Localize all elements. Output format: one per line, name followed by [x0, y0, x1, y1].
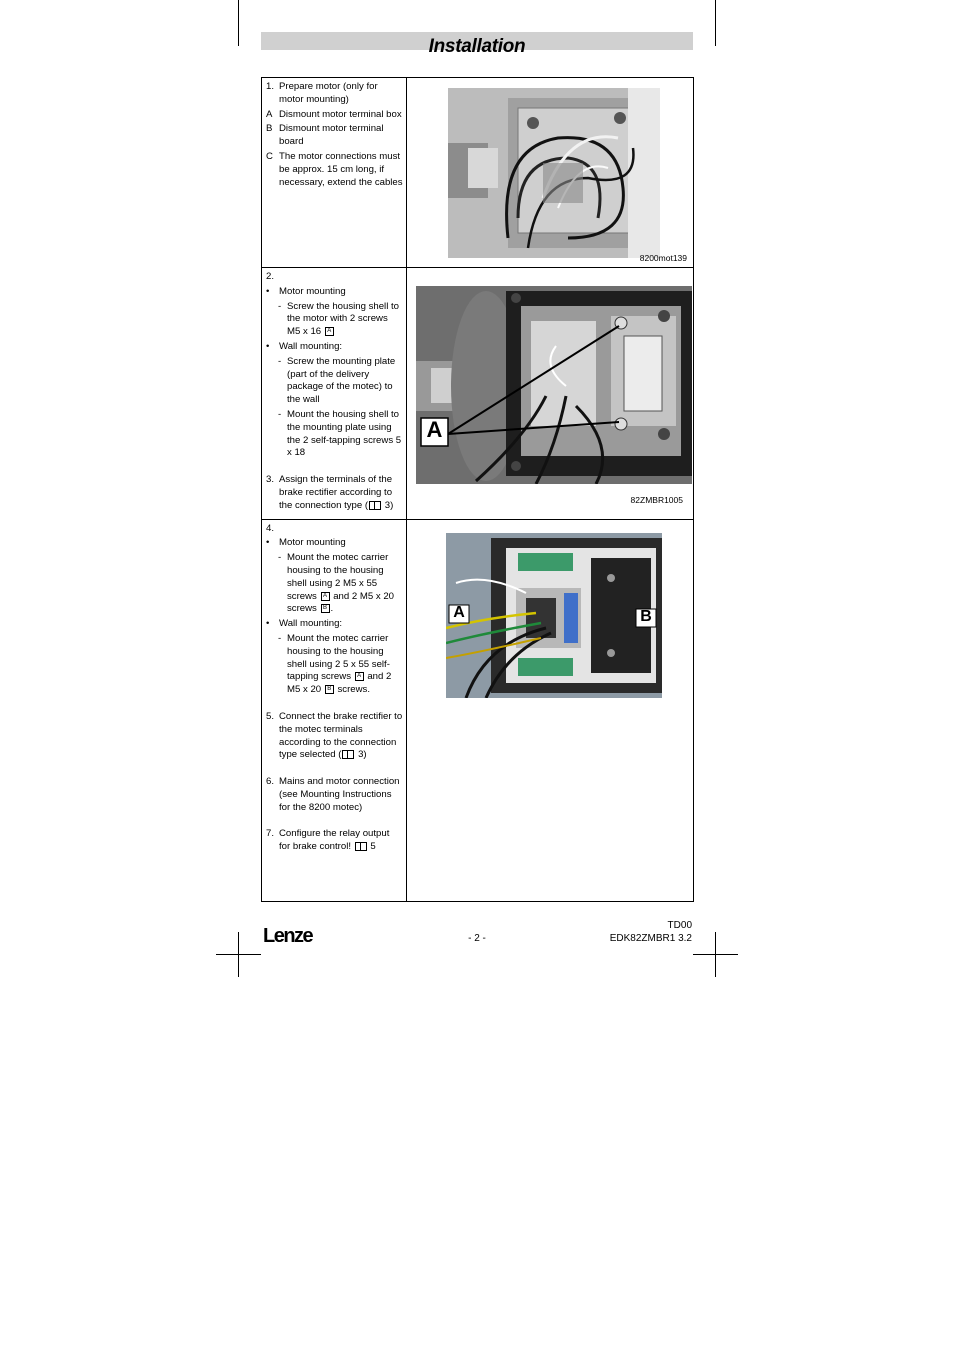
sub-item: - Mount the housing shell to the mounting plate using the 2 self-tapping screws 5 x 18: [278, 408, 402, 459]
housing-shell-photo: [416, 286, 692, 484]
callout-a-label: A: [453, 603, 465, 621]
list-item: B Dismount motor terminal board: [266, 123, 384, 148]
list-item: 5. Connect the brake rectifier to the motec terminals according to the connection type selected ( 3): [266, 710, 403, 761]
step2-image-cell: [407, 268, 694, 520]
callout-b-icon: B: [321, 604, 330, 613]
table-row: [262, 519, 694, 901]
list-item: C The motor connections must be approx. 15 cm long, if necessary, extend the cables: [266, 150, 403, 188]
callout-a-icon: A: [355, 672, 364, 681]
crop-mark: [693, 954, 738, 955]
bullet-item: • Motor mounting: [266, 537, 346, 549]
crop-mark: [238, 0, 239, 46]
callout-a-label: A: [426, 417, 443, 442]
list-item: 6. Mains and motor connection (see Mounting Instructions for the 8200 motec): [266, 776, 400, 813]
step2-text: [262, 268, 407, 520]
book-icon: [342, 750, 354, 759]
image-caption: 8200mot139: [639, 253, 687, 263]
sub-item: - Screw the housing shell to the motor with 2 screws M5 x 16 A: [278, 300, 399, 338]
list-item: 1. Prepare motor (only for motor mounting): [266, 81, 378, 105]
lenze-logo: Lenze: [263, 925, 313, 947]
step1-image-cell: [407, 78, 694, 268]
list-item: A Dismount motor terminal box: [266, 108, 402, 120]
bullet-item: • Wall mounting:: [266, 340, 343, 352]
list-item: 7. Configure the relay output for brake control! 5: [266, 828, 390, 853]
step-number: 2.: [266, 271, 275, 282]
callout-a-icon: A: [325, 327, 334, 336]
doc-id: EDK82ZMBR1 3.2: [609, 933, 692, 944]
step4-text: [262, 519, 407, 901]
step4-image-cell: [407, 519, 694, 901]
installation-table: [261, 77, 694, 902]
crop-mark: [715, 0, 716, 46]
doc-code: TD00: [667, 920, 692, 931]
carrier-housing-photo: [446, 533, 662, 698]
bullet-item: • Wall mounting:: [266, 618, 343, 630]
callout-b-icon: B: [325, 685, 334, 694]
image-caption: 82ZMBR1005: [630, 495, 683, 505]
callout-a-icon: A: [321, 592, 330, 601]
sub-item: - Mount the motec carrier housing to the housing shell using 2 5 x 55 self-tapping screws A and 2 M5 x 20 B screws.: [278, 632, 392, 696]
step1-text: [262, 78, 407, 268]
motor-terminal-photo: [448, 88, 660, 258]
table-row: [262, 268, 694, 520]
list-item: 3. Assign the terminals of the brake rectifier according to the connection type ( 3): [266, 474, 394, 511]
crop-mark: [216, 954, 261, 955]
book-icon: [355, 842, 367, 851]
page-title: Installation: [428, 36, 526, 57]
table-row: [262, 78, 694, 268]
page-number: - 2 -: [468, 933, 486, 944]
callout-b-label: B: [640, 607, 652, 625]
bullet-item: • Motor mounting: [266, 285, 346, 297]
sub-item: - Screw the mounting plate (part of the delivery package of the motec) to the wall: [278, 355, 396, 406]
sub-item: - Mount the motec carrier housing to the housing shell using 2 M5 x 55 screws A and 2 M5 x 20 screws B .: [278, 552, 395, 615]
step-number: 4.: [266, 522, 275, 534]
book-icon: [369, 501, 381, 510]
